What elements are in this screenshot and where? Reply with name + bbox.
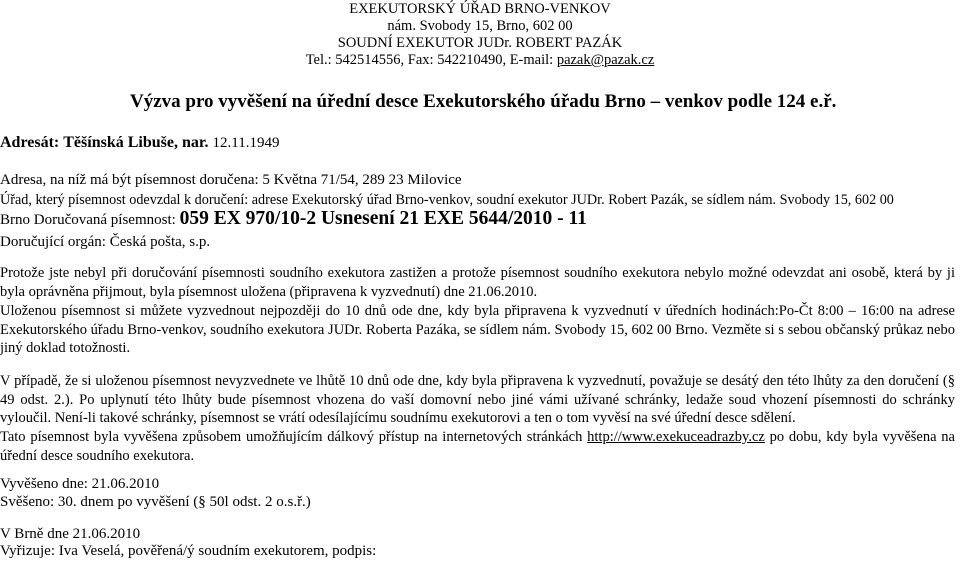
office-line-2 [0,209,587,230]
contact-line [0,52,960,69]
published-suffix: po dobu, kdy byla vyvěšena na úřední desce soudního exekutora. [0,429,955,464]
delivery-address: Adresa, na níž má být písemnost doručena: 5 Května 71/54, 289 23 Milovice [0,172,462,188]
addressee-label: Adresát: [0,134,60,151]
website-link[interactable]: http://www.exekuceadrazby.cz [587,429,765,445]
document-reference: 059 EX 970/10-2 Usnesení 21 EXE 5644/2010 - 11 [179,208,587,229]
paragraph-pickup: Uloženou písemnost si můžete vyzvednout nejpozději do 10 dnů ode dne, kdy byla připravena k vyzvednutí v úředních hodinách:Po-Čt 8:00 – 16:00 na adrese Exekutorského úřadu Brno-venkov, soudního exekutora JUDr. Roberta Pazáka, se sídlem nám. Svobody 15, 602 00 Brno. Vezměte si s sebou občanský průkaz nebo jiný doklad totožnosti. [0,303,955,356]
office-line-2-prefix: Brno Doručovaná písemnost: [0,212,180,228]
office-address: nám. Svobody 15, Brno, 602 00 [387,18,573,34]
paragraph-deadline: V případě, že si uloženou písemnost nevyzvednete ve lhůtě 10 dnů ode dne, kdy byla připravena k vyzvednutí, považuje se desátý den této lhůty za den doručení (§ 49 odst. 2.). Po uplynutí této lhůty bude písemnost vhozena do vaší domovní nebo jiné vámi užívané schránky, ledaže soud vhození písemnosti do schránky vyloučil. Není-li takové schránky, písemnost se vrátí odesílajícímu soudnímu exekutorovi a ten o tom vyvěsí na své úřední desce sdělení. [0,373,955,426]
paragraph-published [0,428,955,465]
office-name: EXEKUTORSKÝ ÚŘAD BRNO-VENKOV [349,1,611,17]
addressee-name: Těšínská Libuše, nar. [63,134,209,151]
delivering-body: Doručující orgán: Česká pošta, s.p. [0,234,211,250]
published-prefix: Tato písemnost byla vyvěšena způsobem umožňujícím dálkový přístup na internetových stránkách [0,429,588,445]
email-link[interactable]: pazak@pazak.cz [556,52,655,68]
place-date: V Brně dne 21.06.2010 [0,526,141,542]
executor-name: SOUDNÍ EXEKUTOR JUDr. ROBERT PAZÁK [337,35,623,51]
posted-date: Vyvěšeno dne: 21.06.2010 [0,476,160,492]
removed-date: Svěšeno: 30. dnem po vyvěšení (§ 50l odst. 2 o.s.ř.) [0,494,311,510]
document-title: Výzva pro vyvěšení na úřední desce Exekutorského úřadu Brno – venkov podle 124 e.ř. [130,91,837,112]
handled-by: Vyřizuje: Iva Veselá, pověřená/ý soudním exekutorem, podpis: [0,543,377,559]
paragraph-stored: Protože jste nebyl při doručování písemnosti soudního exekutora zastižen a protože písemnost soudního exekutora nebylo možné odevzdat ani osobě, která by ji byla oprávněna přijmout, byla písemnost uložena (připravena k vyzvednutí) dne 21.06.2010. [0,265,955,300]
addressee [0,134,279,152]
office-line-1: Úřad, který písemnost odevzdal k doručení: adrese Exekutorský úřad Brno-venkov, soudní exekutor JUDr. Robert Pazák, se sídlem nám. Svobody 15, 602 00 [0,192,894,208]
addressee-dob: 12.11.1949 [212,135,280,151]
contact-prefix: Tel.: 542514556, Fax: 542210490, E-mail: [305,52,557,68]
